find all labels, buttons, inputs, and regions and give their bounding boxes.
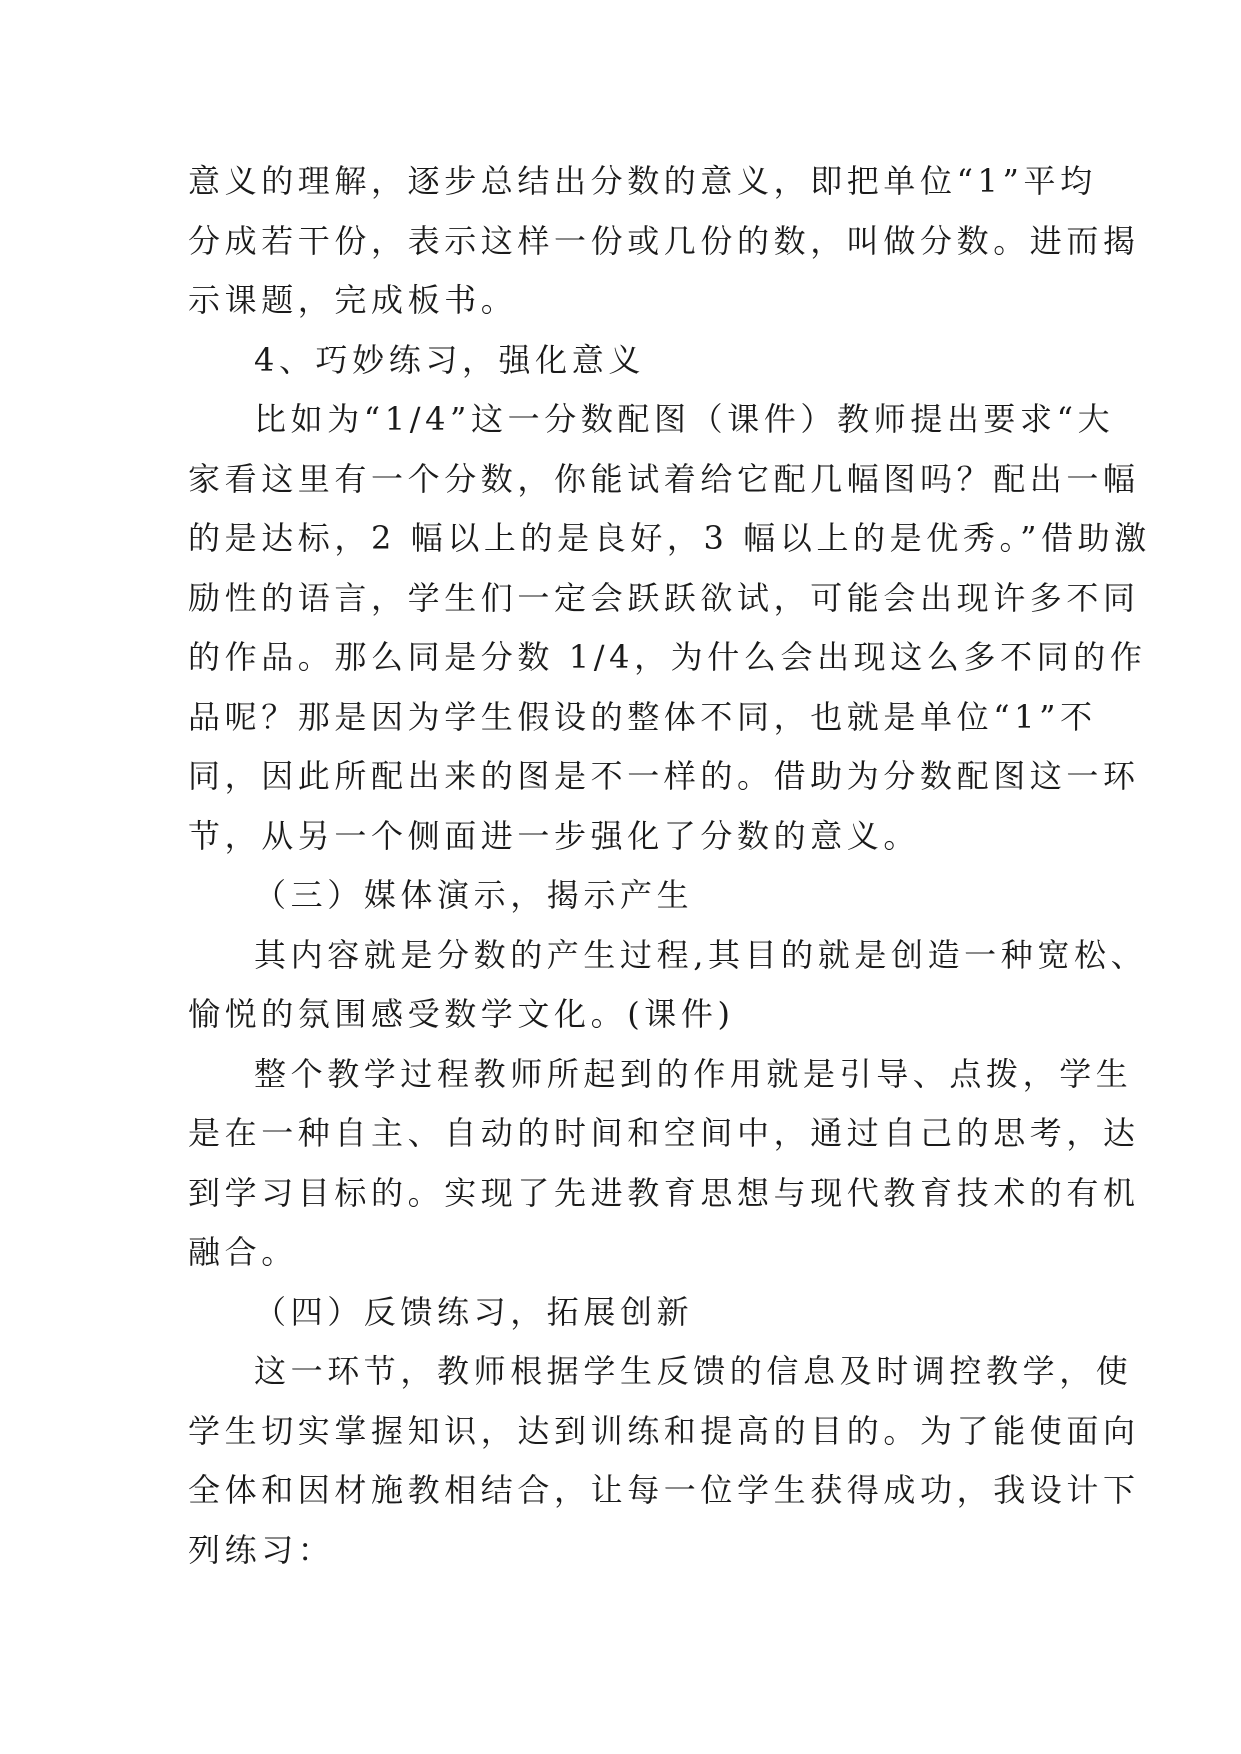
text-line: 其内容就是分数的产生过程,其目的就是创造一种宽松、 xyxy=(254,935,1148,974)
text-line: 到学习目标的。实现了先进教育思想与现代教育技术的有机 xyxy=(188,1173,1140,1212)
text-line: 列练习： xyxy=(188,1530,335,1569)
text-line: 的作品。那么同是分数 1/4，为什么会出现这么多不同的作 xyxy=(188,638,1147,676)
text-line: 愉悦的氛围感受数学文化。(课件) xyxy=(188,995,735,1033)
section-heading-4b xyxy=(188,1283,1056,1343)
text-line: 品呢？那是因为学生假设的整体不同，也就是单位“1”不 xyxy=(188,697,1097,736)
text-line: 示课题，完成板书。 xyxy=(188,281,518,319)
paragraph-feedback-practice xyxy=(188,1342,1140,1580)
text-line: 整个教学过程教师所起到的作用就是引导、点拨，学生 xyxy=(254,1054,1133,1093)
section-heading-4 xyxy=(188,331,1056,391)
text-line: 节，从另一个侧面进一步强化了分数的意义。 xyxy=(188,816,921,855)
text-line: 分成若干份，表示这样一份或几份的数，叫做分数。进而揭 xyxy=(188,221,1140,260)
text-line: 同，因此所配出来的图是不一样的。借助为分数配图这一环 xyxy=(188,757,1140,795)
paragraph-meaning-summary xyxy=(188,152,1140,331)
heading-text: 4、巧妙练习，强化意义 xyxy=(254,340,645,379)
paragraph-fraction-drawing xyxy=(188,390,1151,866)
heading-text: （三）媒体演示，揭示产生 xyxy=(254,876,694,914)
paragraph-media-demo xyxy=(188,926,1148,1045)
section-heading-3 xyxy=(188,866,1056,926)
text-line: 是在一种自主、自动的时间和空间中，通过自己的思考，达 xyxy=(188,1114,1140,1152)
text-line: 融合。 xyxy=(188,1233,298,1271)
text-line: 家看这里有一个分数，你能试着给它配几幅图吗？配出一幅 xyxy=(188,459,1140,498)
text-line: 学生切实掌握知识，达到训练和提高的目的。为了能使面向 xyxy=(188,1411,1140,1450)
document-page xyxy=(188,152,1151,1580)
text-line: 励性的语言，学生们一定会跃跃欲试，可能会出现许多不同 xyxy=(188,578,1140,617)
paragraph-teacher-role xyxy=(188,1045,1140,1283)
text-line: 这一环节，教师根据学生反馈的信息及时调控教学，使 xyxy=(254,1352,1133,1390)
heading-text: （四）反馈练习，拓展创新 xyxy=(254,1292,694,1331)
text-line: 意义的理解，逐步总结出分数的意义，即把单位“1”平均 xyxy=(188,162,1097,200)
text-line: 的是达标，2 幅以上的是良好，3 幅以上的是优秀。”借助激 xyxy=(188,519,1151,557)
text-line: 比如为“1/4”这一分数配图（课件）教师提出要求“大 xyxy=(254,400,1115,438)
text-line: 全体和因材施教相结合，让每一位学生获得成功，我设计下 xyxy=(188,1471,1140,1509)
